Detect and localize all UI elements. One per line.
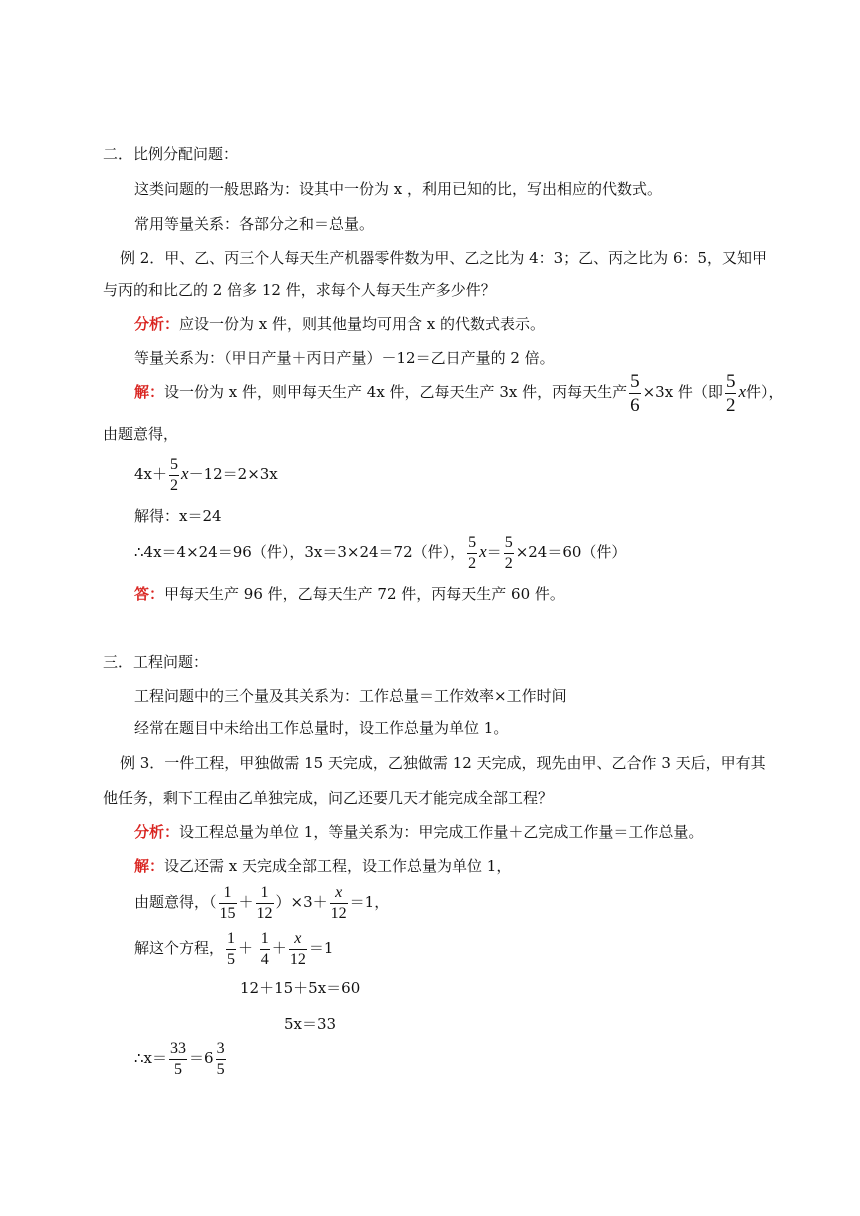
solve-label: 解： [134,857,165,875]
solve-label: 解： [134,383,165,401]
paragraph: 常用等量关系：各部分之和＝总量。 [134,215,375,233]
example-2-line1: 例 2．甲、乙、丙三个人每天生产机器零件数为甲、乙之比为 4：3；乙、丙之比为 6：5，又知甲 [120,249,768,267]
equation-setup: 由题意得，（ $\frac{1}{15}$ ＋ $\frac{1}{12}$ ）×3＋ $\frac{x}{12}$ ＝1， [134,883,390,922]
equation-simplified: 解这个方程， $\frac{1}{5}$ ＋ $\frac{1}{4}$ ＋ $\frac{x}{12}$ ＝1 [134,929,334,968]
solve-continuation: 由题意得， [103,425,179,443]
equation-1: 4x＋ $\frac{5}{2}$ x－12＝2×3x [134,455,278,494]
fraction-1-12: $\frac{1}{12}$ [256,883,273,922]
example-3-line2: 他任务，剩下工程由乙单独完成，问乙还要几天才能完成全部工程？ [103,789,554,807]
fraction-5-2: $\frac{5}{2}$ [504,533,513,572]
answer-text: 甲每天生产 96 件，乙每天生产 72 件，丙每天生产 60 件。 [164,585,565,603]
fraction-5-6: $\frac{5}{6}$ [630,370,640,416]
therefore-line: ∴4x＝4×24＝96（件），3x＝3×24＝72（件）， $\frac{5}{2}$ x＝ $\frac{5}{2}$ ×24＝60（件） [134,533,627,572]
final-answer: ∴x＝ $\frac{33}{5}$ ＝6 $\frac{3}{5}$ [134,1039,225,1078]
analysis-label: 分析： [134,315,180,333]
solution-line [134,856,511,876]
fraction-x-12: $\frac{x}{12}$ [330,883,347,922]
equation-step: 12＋15＋5x＝60 [240,979,361,997]
analysis-text: 应设一份为 x 件，则其他量均可用含 x 的代数式表示。 [179,315,546,333]
solve-text: 设一份为 x 件，则甲每天生产 4x 件，乙每天生产 3x 件，丙每天生产 [164,383,628,401]
solve-text: 设乙还需 x 天完成全部工程，设工作总量为单位 1， [164,857,512,875]
fraction-3-5: $\frac{3}{5}$ [216,1039,225,1078]
solution-value: 解得：x＝24 [134,507,222,525]
paragraph: 经常在题目中未给出工作总量时，设工作总量为单位 1。 [134,719,509,737]
fraction-5-2: $\frac{5}{2}$ [725,370,736,416]
section-heading-ratio: 二．比例分配问题： [103,145,239,163]
example-2-line2: 与丙的和比乙的 2 倍多 12 件，求每个人每天生产多少件？ [103,281,496,299]
analysis-label: 分析： [134,823,180,841]
fraction-1-4: $\frac{1}{4}$ [260,929,269,968]
relation-line: 等量关系为：（甲日产量＋丙日产量）－12＝乙日产量的 2 倍。 [134,349,555,367]
answer-label: 答： [134,585,165,603]
paragraph: 这类问题的一般思路为：设其中一份为 x ，利用已知的比，写出相应的代数式。 [134,180,662,198]
fraction-x-12: $\frac{x}{12}$ [289,929,306,968]
fraction-5-2: $\frac{5}{2}$ [170,455,179,494]
answer-line [134,584,565,604]
section-heading-work: 三．工程问题： [103,653,209,671]
fraction-1-5: $\frac{1}{5}$ [227,929,236,968]
fraction-33-5: $\frac{33}{5}$ [170,1039,187,1078]
example-3-line1: 例 3．一件工程，甲独做需 15 天完成，乙独做需 12 天完成，现先由甲、乙合作 3 天后，甲有其 [120,754,766,772]
analysis-text: 设工程总量为单位 1，等量关系为：甲完成工作量＋乙完成工作量＝工作总量。 [179,823,704,841]
paragraph: 工程问题中的三个量及其关系为：工作总量＝工作效率×工作时间 [134,687,567,705]
fraction-1-15: $\frac{1}{15}$ [219,883,236,922]
analysis-line [134,822,703,842]
fraction-5-2: $\frac{5}{2}$ [468,533,477,572]
equation-step: 5x＝33 [284,1015,337,1033]
solution-line: 解：设一份为 x 件，则甲每天生产 4x 件，乙每天生产 3x 件，丙每天生产 $\frac{5}{6}$ ×3x 件（即 $\frac{5}{2}$ x件）， [134,370,784,416]
analysis-line [134,314,545,334]
